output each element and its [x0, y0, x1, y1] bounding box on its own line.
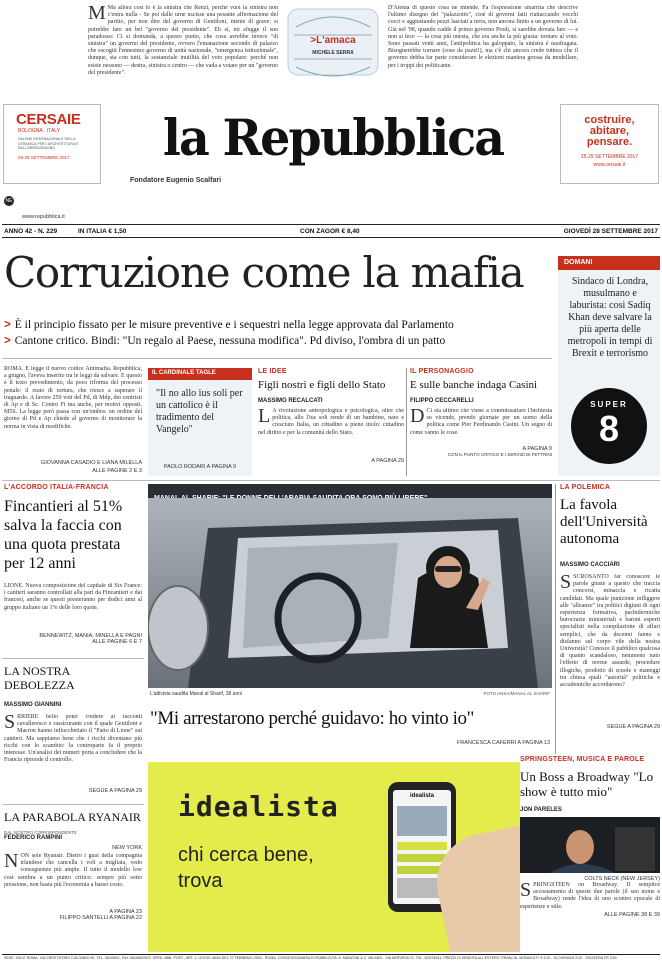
- super8-num: 8: [598, 408, 620, 449]
- legal-footer: SEDE: 00147 ROMA, VIA CRISTOFORO COLOMBO 90, TEL. 06/49821, FAX 06/49822923. SPED. ABB. POST., ART. 1, LEGGE 46/04 DEL 27 FEBBRAIO 2004 - ROMA. CONCESSIONARIA DI PUBBLICITÀ: A. MANZONI & C. MILANO - VIA NERVESA 21, TEL. 02/574941. PREZZI DI VENDITA ALL'ESTERO: FRANCIA, MONACO P. € 3,00 - SLOVENIA € 2,00 - SVIZZERA FR 3,50: [4, 956, 617, 960]
- main-bullet-2: > Cantone critico. Bindi: "Un regalo al Paese, nessuna modifica". Pd diviso, l'ombra di un patto: [4, 335, 446, 347]
- ad-cersaie-left[interactable]: [3, 104, 101, 184]
- main-headline[interactable]: Corruzione come la mafia: [4, 248, 524, 297]
- phone-label: idealista: [409, 793, 434, 799]
- main-authors: GIOVANNA CASADIO E LIANA MILELLA: [40, 460, 142, 466]
- amaca-label: >L'amaca: [310, 35, 356, 46]
- super8-brand: SUPER: [590, 400, 628, 409]
- fincantieri-article[interactable]: [4, 484, 142, 654]
- amaca-box: [284, 5, 382, 81]
- ryanair-author: FEDERICO RAMPINI: [4, 835, 63, 841]
- fincantieri-authors: BENNEWITZ, MANIA, MINELLA E PAGNI: [39, 633, 142, 639]
- ryanair-page: A PAGINA 23: [109, 909, 142, 915]
- springsteen-city: COLTS NECK (NEW JERSEY): [584, 876, 660, 882]
- site-url[interactable]: www.repubblica.it: [22, 214, 65, 220]
- idee-article[interactable]: [258, 368, 404, 476]
- ad-line1: costruire,: [584, 114, 635, 126]
- ryanair-title: LA PARABOLA RYANAIR: [4, 810, 141, 824]
- idee-page: A PAGINA 29: [371, 458, 404, 464]
- domani-text: Sindaco di Londra, musulmano e laburista: così Sadiq Khan deve salvare la più aperta delle metropoli in tempi di Brexit e terrorismo: [567, 276, 653, 359]
- divider: [2, 658, 144, 659]
- springsteen-body: SPRINGSTEEN on Broadway. Il semplice accostamento di queste due parole (il suo nome e Broadway) rende l'idea di uno scontro epocale di esperienze e stile.: [520, 882, 660, 910]
- springsteen-page: ALLE PAGINE 38 E 39: [604, 912, 660, 918]
- ryanair-body: NON sole Ryanair. Dietro i guai della compagnia irlandese che cancella i voli a migliaia, vedo conseguenze più ampie. Il tutto il modello low cost sembra a un punto critico: sempre più sotto pressione, non basta più l'economia a basso costo.: [4, 853, 142, 888]
- springsteen-kicker: SPRINGSTEEN, MUSICA E PAROLE: [520, 756, 645, 763]
- fincantieri-page: ALLE PAGINE 6 E 7: [92, 639, 142, 645]
- cardinale-author: PAOLO RODARI A PAGINA 9: [163, 464, 237, 470]
- springsteen-title: Un Boss a Broadway "Lo show è tutto mio": [520, 769, 654, 799]
- personaggio-body: D Ci sta ultimo che viene a commissariare l'inchiesta su vicende, prendo giornate per un uomo della politica come Pier Ferdinando Casini. Un segno di come vanno le cose.: [410, 408, 552, 436]
- idee-author: MASSIMO RECALCATI: [258, 398, 323, 404]
- issue-number: ANNO 42 - N. 229: [4, 228, 58, 235]
- ad-line2: abitare,: [589, 125, 630, 137]
- photo-headline[interactable]: "Mi arrestarono perché guidavo: ho vinto io": [150, 708, 474, 729]
- personaggio-author: FILIPPO CECCARELLI: [410, 398, 474, 404]
- ad-url: www.cersaie.it: [593, 162, 626, 168]
- springsteen-article[interactable]: [520, 756, 660, 952]
- ad-desc: SALONE INTERNAZIONALE DELLA CERAMICA PER L'ARCHITETTURA E DELL'ARREDOBAGNO: [18, 137, 79, 150]
- photo-caption: L'attivista saudita Manal al Sharif, 38 anni: [150, 691, 243, 697]
- main-page: ALLE PAGINE 2 E 3: [92, 468, 142, 474]
- personaggio-extra: CON IL PUNTO CRITICO E I SERVIZI DI FETTRINI: [447, 452, 552, 457]
- super8-logo-icon: [571, 388, 647, 464]
- ne-icon: NE: [5, 198, 13, 204]
- ad-brand: CERSAIE: [16, 111, 81, 128]
- price: IN ITALIA € 1,50: [78, 228, 127, 235]
- top-right-column: D'Alema di questo cosa ne intende. Fa l'espressione smarrita che descrive l'ultimo disegno dei "palazzotto", cioè di governi fatti riattaccando vecchi cocci e aggiustando pezzi lasciati a terra, non ancora finito a un governo di lui. Già nel '98, quando cadde il primo governo Prodi, si sarebbe dovuta fare — e non si fece — la cosa più onesta, che era anche la più giusta: tornare al voto. Sono passati venti anni, l'antipolitica ha galoppato, la sinistra è naufragata. Bisognerebbe tornare (cose da pazzi!), ma c'è chi ancora crede tuttora che il governo debba far parte considerare le elezioni maniera grossa da modellare, per i troppi dei politicante.: [388, 5, 578, 69]
- fincantieri-body: LIONE. Nuova composizione del capitale di Stx France: i cantieri saranno controllati alla pari da Fincantieri e dai francesi, anche se questi presteranno per dodici anni al gruppo italiano un 1% delle loro quote.: [4, 583, 142, 611]
- photo-credit: FOTO ANSA/MANAL AL SHARIF: [483, 691, 550, 696]
- extra-price: CON ZAGOR € 8,40: [300, 228, 360, 235]
- divider: [2, 804, 144, 805]
- polemica-article[interactable]: [560, 484, 660, 752]
- ad-dates: 25-29 SETTEMBRE 2017: [18, 154, 70, 160]
- ad-cersaie-right[interactable]: [560, 104, 659, 184]
- ad-line3: pensare.: [586, 136, 633, 148]
- bullet-icon: >: [4, 335, 11, 347]
- bullet-icon: >: [4, 319, 11, 331]
- idee-title: Figli nostri e figli dello Stato: [258, 379, 386, 391]
- divider: [2, 954, 660, 955]
- divider: [2, 358, 552, 359]
- car-photo-icon: [148, 498, 552, 688]
- debolezza-author: MASSIMO GIANNINI: [4, 702, 62, 708]
- idealista-tagline-1: chi cerca bene,: [178, 844, 314, 866]
- divider: [406, 368, 407, 476]
- springsteen-author: JON PARELES: [520, 807, 562, 813]
- photo-header: [148, 484, 552, 498]
- idee-kicker: LE IDEE: [258, 368, 287, 375]
- ryanair-author-label: DAL NOSTRO CORRISPONDENTE: [4, 830, 77, 835]
- polemica-author: MASSIMO CACCIARI: [560, 562, 620, 568]
- domani-box[interactable]: [558, 256, 660, 476]
- polemica-title: La favola dell'Università autonoma: [560, 497, 648, 547]
- masthead-founder: Fondatore Eugenio Scalfari: [130, 177, 222, 184]
- cardinale-kicker: IL CARDINALE TAGLE: [148, 368, 252, 380]
- personaggio-title: E sulle banche indaga Casini: [410, 379, 538, 391]
- main-body: ROMA. È legge il nuovo codice Antimafia. Repubblica, a giugno, l'aveva inserito tra le leggi da salvare. E questo è il testo prevedimento, da poco riforma del processo penale: il reato di tortura, che riesce a superare il traguardo. A favore 259 voti del Pd, di Mdp, dei centristi di Ap e di Sc. Contro Fi ma anche, per motivi opposti, M5S. La legge però passa con un'ombra: un ordine del giorno di Pd e Ap chiede al governo di monitorare la norma in vista di modifiche.: [4, 366, 142, 430]
- idealista-brand: idealista: [178, 790, 339, 823]
- polemica-kicker: LA POLEMICA: [560, 484, 611, 491]
- debolezza-article[interactable]: [4, 664, 142, 800]
- main-bullet-1: > È il principio fissato per le misure preventive e i sequestri nella legge approvata dal Parlamento: [4, 319, 454, 331]
- springsteen-photo: [520, 817, 660, 873]
- divider: [2, 224, 660, 225]
- divider: [2, 237, 660, 238]
- debolezza-title: LA NOSTRA DEBOLEZZA: [4, 664, 75, 692]
- polemica-page: SEGUE A PAGINA 29: [606, 724, 660, 730]
- fincantieri-title: Fincantieri al 51% salva la faccia con una quota prestata per 12 anni: [4, 498, 123, 572]
- cardinale-box[interactable]: [148, 368, 252, 476]
- polemica-body: SSCROSANTO far conoscere le parole giuste a questo che traccia concorsi, minaccia e ricatta candidati. Ma quale punizione infliggere alle "alleanze" tra politici digiuni di ogni esperienza formativa, pachidermiche burocrazie ministeriali e baroni esperti specialisti nella compilazione di affari semplici, che da decenni fanno e disfanno sul corpo vile della nostra Università? Conosce il pubblico qualcosa di quanto scandaloso, nemmeno nato l'effetto di norme assurde, procedure illogiche, prodotto di scuole e maneggi tra chiesa quali "autorità" politiche e accademiche accordarono?: [560, 574, 660, 689]
- springsteen-photo-icon: [520, 817, 660, 873]
- ryanair-authors: FILIPPO SANTELLI A PAGINA 22: [59, 915, 142, 921]
- debolezza-page: SEGUE A PAGINA 29: [88, 788, 142, 794]
- personaggio-article[interactable]: [410, 368, 552, 476]
- domani-kicker: DOMANI: [558, 256, 660, 270]
- ad-idealista[interactable]: [148, 762, 552, 952]
- divider: [2, 480, 660, 481]
- debolezza-body: SRRIERE bello poter credere ai racconti cavalleresco e rassicurante con il quale Gentiloni e Macron hanno infiocchettato il "Patto di Lione" sui cantieri. Ma sappiamo bene che i ricchi diventano più ricchi con lo scambio: la controparte fa il proprio interesse. Un'analisi dei numeri porta a concludere che la Francia riprende il controllo.: [4, 714, 142, 764]
- amaca-author: MICHELE SERRA: [312, 50, 354, 56]
- masthead-title[interactable]: la Repubblica: [162, 108, 504, 167]
- dropcap: M: [88, 5, 106, 24]
- ryanair-city: NEW YORK: [112, 845, 142, 851]
- ad-dates: 25-29 SETTEMBRE 2017: [580, 154, 639, 160]
- fincantieri-kicker: L'ACCORDO ITALIA-FRANCIA: [4, 484, 109, 491]
- cardinale-quote: "Il no allo ius soli per un cattolico è il tradimento del Vangelo": [156, 388, 243, 435]
- divider: [555, 484, 556, 754]
- photo-manal[interactable]: [148, 498, 552, 688]
- ryanair-article[interactable]: [4, 810, 142, 950]
- personaggio-page: A PAGINA 9: [522, 446, 552, 452]
- top-left-column: M Ma allora cosí lo è la sinistra che Renzi, perché vuoi la sinistra non c'entra nulla - Se poi dalle urne uscisse una pesante affermazione del partito, per non dire del governo di Gentiloni, niente di grave: si potrebbe fare un bel "governo del presidente". Eh sí, mi sfugge il suo paradosso: Ci si domanda, a questo punto, che cosa avrebbe invece "di sinistra" un governo del presidente, ovvero l'emanazione secondo di palazzo che escogiti l'ennesimo governo di unità nazionale, "emergenza istituzionale", dunque, sta con tutti, la sostanziale inutilità del voto popolare: perché non esiste nessuno — destra, sinistra o centro — che vada a votare per un "governo del presidente".: [88, 5, 278, 76]
- idealista-tagline-2: trova: [178, 870, 223, 892]
- ad-sub: BOLOGNA · ITALY: [18, 128, 61, 134]
- idee-body: L A rivoluzione antropologica e psicologica, oltre che politica, allo l'ius soli rende di un bambino, nato e cresciuto Italia, un cittadino a pieno titolo: cittadino nel diritto e per la comunità dello Stato.: [258, 408, 404, 436]
- photo-authors: FRANCESCA CAFERRI A PAGINA 13: [456, 740, 550, 746]
- date: GIOVEDÌ 28 SETTEMBRE 2017: [563, 228, 658, 235]
- personaggio-kicker: IL PERSONAGGIO: [410, 368, 474, 375]
